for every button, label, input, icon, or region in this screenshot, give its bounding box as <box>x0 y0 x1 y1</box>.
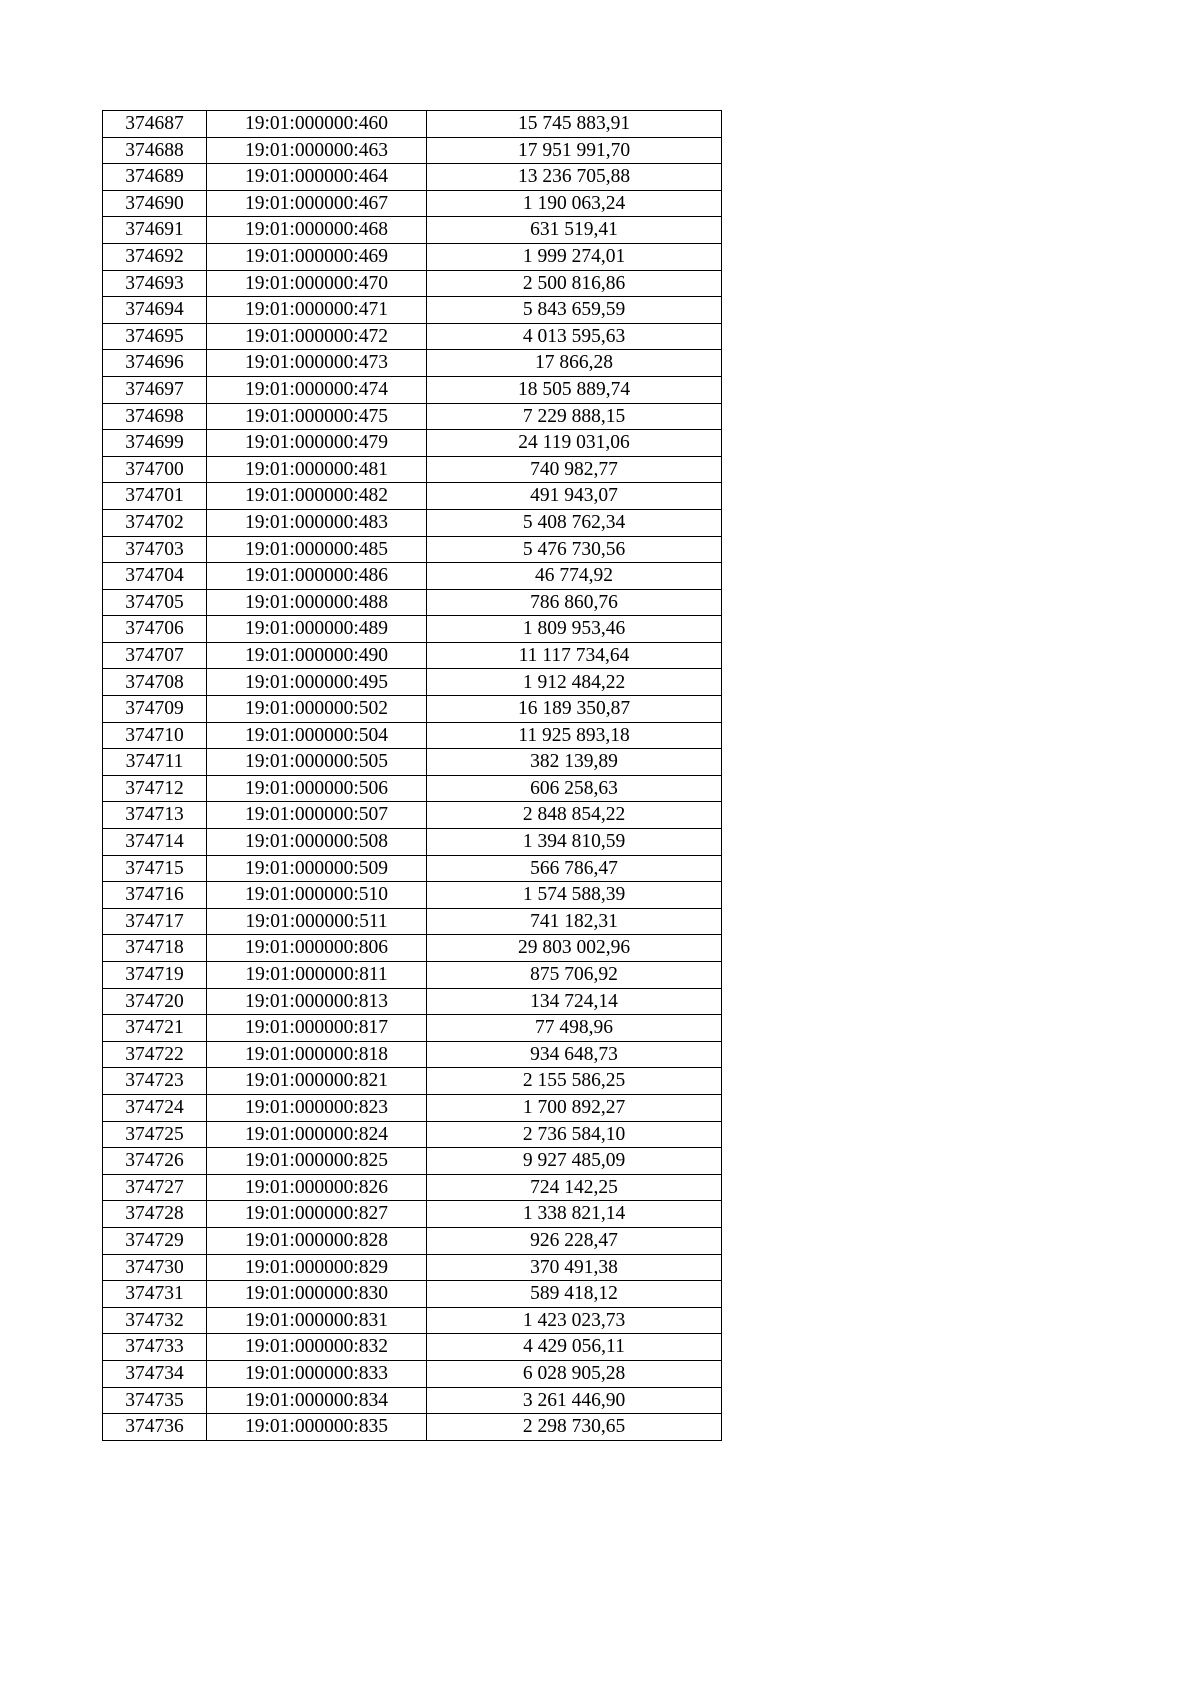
cadastral-value-cell: 77 498,96 <box>427 1015 722 1042</box>
row-number-cell: 374733 <box>103 1334 207 1361</box>
cadastral-number-cell: 19:01:000000:489 <box>207 616 427 643</box>
cadastral-value-cell: 1 700 892,27 <box>427 1094 722 1121</box>
table-row <box>103 456 722 483</box>
cadastral-value-cell: 7 229 888,15 <box>427 403 722 430</box>
cadastral-value-cell: 1 423 023,73 <box>427 1307 722 1334</box>
table-row <box>103 855 722 882</box>
cadastral-value-cell: 566 786,47 <box>427 855 722 882</box>
row-number-cell: 374720 <box>103 988 207 1015</box>
cadastral-value-cell: 1 809 953,46 <box>427 616 722 643</box>
cadastral-number-cell: 19:01:000000:469 <box>207 243 427 270</box>
cadastral-number-cell: 19:01:000000:464 <box>207 164 427 191</box>
cadastral-value-cell: 5 843 659,59 <box>427 297 722 324</box>
row-number-cell: 374726 <box>103 1148 207 1175</box>
cadastral-value-cell: 589 418,12 <box>427 1281 722 1308</box>
cadastral-number-cell: 19:01:000000:470 <box>207 270 427 297</box>
cadastral-number-cell: 19:01:000000:507 <box>207 802 427 829</box>
row-number-cell: 374699 <box>103 430 207 457</box>
cadastral-number-cell: 19:01:000000:827 <box>207 1201 427 1228</box>
row-number-cell: 374709 <box>103 696 207 723</box>
row-number-cell: 374714 <box>103 829 207 856</box>
row-number-cell: 374735 <box>103 1387 207 1414</box>
table-row <box>103 1068 722 1095</box>
cadastral-number-cell: 19:01:000000:825 <box>207 1148 427 1175</box>
cadastral-value-cell: 2 155 586,25 <box>427 1068 722 1095</box>
table-row <box>103 1201 722 1228</box>
row-number-cell: 374697 <box>103 376 207 403</box>
table-row <box>103 829 722 856</box>
cadastral-number-cell: 19:01:000000:472 <box>207 323 427 350</box>
cadastral-value-cell: 17 951 991,70 <box>427 137 722 164</box>
cadastral-value-cell: 4 429 056,11 <box>427 1334 722 1361</box>
table-row <box>103 1121 722 1148</box>
cadastral-number-cell: 19:01:000000:506 <box>207 775 427 802</box>
table-row <box>103 1094 722 1121</box>
row-number-cell: 374725 <box>103 1121 207 1148</box>
cadastral-number-cell: 19:01:000000:479 <box>207 430 427 457</box>
table-row <box>103 137 722 164</box>
cadastral-value-cell: 13 236 705,88 <box>427 164 722 191</box>
cadastral-value-cell: 2 736 584,10 <box>427 1121 722 1148</box>
cadastral-value-cell: 934 648,73 <box>427 1041 722 1068</box>
row-number-cell: 374730 <box>103 1254 207 1281</box>
row-number-cell: 374713 <box>103 802 207 829</box>
row-number-cell: 374693 <box>103 270 207 297</box>
row-number-cell: 374724 <box>103 1094 207 1121</box>
cadastral-number-cell: 19:01:000000:502 <box>207 696 427 723</box>
row-number-cell: 374695 <box>103 323 207 350</box>
table-row <box>103 642 722 669</box>
table-row <box>103 589 722 616</box>
table-row <box>103 1254 722 1281</box>
table-row <box>103 1387 722 1414</box>
row-number-cell: 374701 <box>103 483 207 510</box>
row-number-cell: 374736 <box>103 1414 207 1441</box>
row-number-cell: 374723 <box>103 1068 207 1095</box>
row-number-cell: 374688 <box>103 137 207 164</box>
table-row <box>103 403 722 430</box>
cadastral-value-cell: 11 925 893,18 <box>427 722 722 749</box>
table-row <box>103 1360 722 1387</box>
table-row <box>103 297 722 324</box>
row-number-cell: 374692 <box>103 243 207 270</box>
cadastral-value-cell: 786 860,76 <box>427 589 722 616</box>
cadastral-number-cell: 19:01:000000:829 <box>207 1254 427 1281</box>
table-row <box>103 111 722 138</box>
cadastral-number-cell: 19:01:000000:510 <box>207 882 427 909</box>
row-number-cell: 374689 <box>103 164 207 191</box>
cadastral-number-cell: 19:01:000000:495 <box>207 669 427 696</box>
cadastral-number-cell: 19:01:000000:485 <box>207 536 427 563</box>
cadastral-number-cell: 19:01:000000:481 <box>207 456 427 483</box>
table-row <box>103 962 722 989</box>
cadastral-value-cell: 370 491,38 <box>427 1254 722 1281</box>
table-row <box>103 696 722 723</box>
table-row <box>103 1307 722 1334</box>
cadastral-value-cell: 2 298 730,65 <box>427 1414 722 1441</box>
table-body <box>103 111 722 1441</box>
cadastral-number-cell: 19:01:000000:830 <box>207 1281 427 1308</box>
table-row <box>103 1227 722 1254</box>
cadastral-number-cell: 19:01:000000:509 <box>207 855 427 882</box>
table-row <box>103 243 722 270</box>
cadastral-value-table <box>102 110 722 1441</box>
cadastral-number-cell: 19:01:000000:806 <box>207 935 427 962</box>
cadastral-value-cell: 631 519,41 <box>427 217 722 244</box>
cadastral-number-cell: 19:01:000000:834 <box>207 1387 427 1414</box>
cadastral-number-cell: 19:01:000000:474 <box>207 376 427 403</box>
row-number-cell: 374732 <box>103 1307 207 1334</box>
cadastral-number-cell: 19:01:000000:823 <box>207 1094 427 1121</box>
row-number-cell: 374718 <box>103 935 207 962</box>
cadastral-value-cell: 1 190 063,24 <box>427 190 722 217</box>
cadastral-number-cell: 19:01:000000:828 <box>207 1227 427 1254</box>
table-row <box>103 669 722 696</box>
table-row <box>103 1281 722 1308</box>
cadastral-value-cell: 16 189 350,87 <box>427 696 722 723</box>
cadastral-number-cell: 19:01:000000:463 <box>207 137 427 164</box>
cadastral-value-cell: 724 142,25 <box>427 1174 722 1201</box>
table-row <box>103 882 722 909</box>
table-row <box>103 908 722 935</box>
row-number-cell: 374721 <box>103 1015 207 1042</box>
row-number-cell: 374694 <box>103 297 207 324</box>
cadastral-number-cell: 19:01:000000:505 <box>207 749 427 776</box>
table-row <box>103 323 722 350</box>
cadastral-number-cell: 19:01:000000:490 <box>207 642 427 669</box>
cadastral-number-cell: 19:01:000000:817 <box>207 1015 427 1042</box>
cadastral-value-cell: 875 706,92 <box>427 962 722 989</box>
cadastral-number-cell: 19:01:000000:508 <box>207 829 427 856</box>
cadastral-value-cell: 11 117 734,64 <box>427 642 722 669</box>
row-number-cell: 374734 <box>103 1360 207 1387</box>
table-row <box>103 190 722 217</box>
row-number-cell: 374722 <box>103 1041 207 1068</box>
cadastral-number-cell: 19:01:000000:475 <box>207 403 427 430</box>
cadastral-value-cell: 740 982,77 <box>427 456 722 483</box>
row-number-cell: 374729 <box>103 1227 207 1254</box>
cadastral-number-cell: 19:01:000000:471 <box>207 297 427 324</box>
cadastral-value-cell: 5 476 730,56 <box>427 536 722 563</box>
cadastral-value-cell: 29 803 002,96 <box>427 935 722 962</box>
cadastral-value-cell: 4 013 595,63 <box>427 323 722 350</box>
table-row <box>103 563 722 590</box>
cadastral-number-cell: 19:01:000000:483 <box>207 509 427 536</box>
row-number-cell: 374700 <box>103 456 207 483</box>
table-row <box>103 1414 722 1441</box>
cadastral-value-cell: 5 408 762,34 <box>427 509 722 536</box>
table-row <box>103 722 722 749</box>
table-row <box>103 1015 722 1042</box>
cadastral-number-cell: 19:01:000000:831 <box>207 1307 427 1334</box>
table-row <box>103 483 722 510</box>
cadastral-value-cell: 1 338 821,14 <box>427 1201 722 1228</box>
cadastral-value-cell: 606 258,63 <box>427 775 722 802</box>
table-row <box>103 376 722 403</box>
row-number-cell: 374702 <box>103 509 207 536</box>
row-number-cell: 374687 <box>103 111 207 138</box>
cadastral-value-cell: 18 505 889,74 <box>427 376 722 403</box>
cadastral-number-cell: 19:01:000000:824 <box>207 1121 427 1148</box>
cadastral-number-cell: 19:01:000000:467 <box>207 190 427 217</box>
row-number-cell: 374731 <box>103 1281 207 1308</box>
row-number-cell: 374719 <box>103 962 207 989</box>
cadastral-number-cell: 19:01:000000:835 <box>207 1414 427 1441</box>
table-row <box>103 217 722 244</box>
cadastral-value-cell: 15 745 883,91 <box>427 111 722 138</box>
cadastral-number-cell: 19:01:000000:486 <box>207 563 427 590</box>
cadastral-value-cell: 3 261 446,90 <box>427 1387 722 1414</box>
cadastral-number-cell: 19:01:000000:488 <box>207 589 427 616</box>
table-row <box>103 935 722 962</box>
table-row <box>103 775 722 802</box>
cadastral-value-cell: 741 182,31 <box>427 908 722 935</box>
cadastral-number-cell: 19:01:000000:811 <box>207 962 427 989</box>
cadastral-value-cell: 134 724,14 <box>427 988 722 1015</box>
cadastral-number-cell: 19:01:000000:482 <box>207 483 427 510</box>
table-row <box>103 430 722 457</box>
table-row <box>103 1041 722 1068</box>
row-number-cell: 374717 <box>103 908 207 935</box>
cadastral-number-cell: 19:01:000000:818 <box>207 1041 427 1068</box>
cadastral-value-cell: 24 119 031,06 <box>427 430 722 457</box>
row-number-cell: 374704 <box>103 563 207 590</box>
cadastral-number-cell: 19:01:000000:833 <box>207 1360 427 1387</box>
row-number-cell: 374728 <box>103 1201 207 1228</box>
row-number-cell: 374712 <box>103 775 207 802</box>
table-row <box>103 536 722 563</box>
cadastral-value-cell: 926 228,47 <box>427 1227 722 1254</box>
cadastral-number-cell: 19:01:000000:821 <box>207 1068 427 1095</box>
table-row <box>103 616 722 643</box>
cadastral-value-cell: 2 848 854,22 <box>427 802 722 829</box>
table-row <box>103 509 722 536</box>
row-number-cell: 374716 <box>103 882 207 909</box>
row-number-cell: 374706 <box>103 616 207 643</box>
table-row <box>103 988 722 1015</box>
row-number-cell: 374727 <box>103 1174 207 1201</box>
cadastral-value-cell: 46 774,92 <box>427 563 722 590</box>
cadastral-value-cell: 1 574 588,39 <box>427 882 722 909</box>
cadastral-value-cell: 9 927 485,09 <box>427 1148 722 1175</box>
cadastral-value-cell: 382 139,89 <box>427 749 722 776</box>
row-number-cell: 374703 <box>103 536 207 563</box>
cadastral-value-cell: 491 943,07 <box>427 483 722 510</box>
cadastral-value-cell: 1 912 484,22 <box>427 669 722 696</box>
table-row <box>103 802 722 829</box>
table-row <box>103 749 722 776</box>
cadastral-number-cell: 19:01:000000:468 <box>207 217 427 244</box>
table-row <box>103 164 722 191</box>
table-row <box>103 270 722 297</box>
row-number-cell: 374705 <box>103 589 207 616</box>
table-row <box>103 1334 722 1361</box>
row-number-cell: 374711 <box>103 749 207 776</box>
cadastral-number-cell: 19:01:000000:473 <box>207 350 427 377</box>
cadastral-number-cell: 19:01:000000:511 <box>207 908 427 935</box>
cadastral-value-cell: 6 028 905,28 <box>427 1360 722 1387</box>
row-number-cell: 374707 <box>103 642 207 669</box>
row-number-cell: 374698 <box>103 403 207 430</box>
row-number-cell: 374708 <box>103 669 207 696</box>
cadastral-value-cell: 1 999 274,01 <box>427 243 722 270</box>
row-number-cell: 374715 <box>103 855 207 882</box>
row-number-cell: 374690 <box>103 190 207 217</box>
table-row <box>103 1174 722 1201</box>
table-row <box>103 1148 722 1175</box>
cadastral-value-cell: 1 394 810,59 <box>427 829 722 856</box>
cadastral-value-cell: 2 500 816,86 <box>427 270 722 297</box>
row-number-cell: 374710 <box>103 722 207 749</box>
cadastral-number-cell: 19:01:000000:504 <box>207 722 427 749</box>
table-row <box>103 350 722 377</box>
cadastral-number-cell: 19:01:000000:460 <box>207 111 427 138</box>
cadastral-value-cell: 17 866,28 <box>427 350 722 377</box>
row-number-cell: 374691 <box>103 217 207 244</box>
cadastral-number-cell: 19:01:000000:826 <box>207 1174 427 1201</box>
cadastral-number-cell: 19:01:000000:813 <box>207 988 427 1015</box>
cadastral-number-cell: 19:01:000000:832 <box>207 1334 427 1361</box>
row-number-cell: 374696 <box>103 350 207 377</box>
